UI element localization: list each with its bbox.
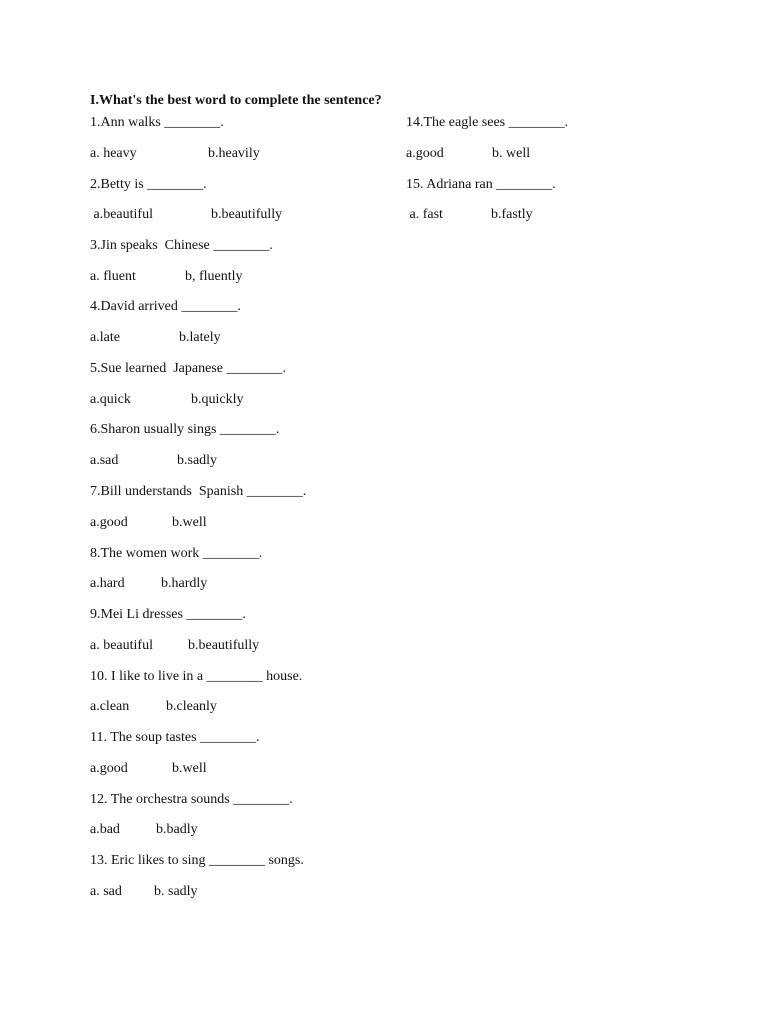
question-7-option-b: b.well — [172, 515, 207, 530]
question-10: 10. I like to live in a ________ house. — [90, 669, 303, 684]
question-14-option-a: a.good — [406, 146, 444, 161]
question-6-option-b: b.sadly — [177, 453, 218, 468]
question-7: 7.Bill understands Spanish ________. — [90, 484, 307, 499]
question-7-option-a: a.good — [90, 515, 128, 530]
question-6-option-a: a.sad — [90, 453, 119, 468]
question-1-option-b: b.heavily — [208, 146, 260, 161]
question-11: 11. The soup tastes ________. — [90, 730, 260, 745]
question-15-option-b: b.fastly — [491, 207, 533, 222]
question-5: 5.Sue learned Japanese ________. — [90, 361, 286, 376]
question-14: 14.The eagle sees ________. — [406, 115, 569, 130]
worksheet-heading: I.What's the best word to complete the sentence? — [90, 93, 382, 108]
question-12-option-b: b.badly — [156, 822, 198, 837]
question-4: 4.David arrived ________. — [90, 299, 241, 314]
question-5-option-a: a.quick — [90, 392, 131, 407]
question-13: 13. Eric likes to sing ________ songs. — [90, 853, 304, 868]
question-9-option-a: a. beautiful — [90, 638, 153, 653]
question-11-option-b: b.well — [172, 761, 207, 776]
question-8: 8.The women work ________. — [90, 546, 263, 561]
question-10-option-b: b.cleanly — [166, 699, 217, 714]
question-8-option-b: b.hardly — [161, 576, 208, 591]
question-10-option-a: a.clean — [90, 699, 130, 714]
question-2-option-a: a.beautiful — [90, 207, 153, 222]
question-5-option-b: b.quickly — [191, 392, 244, 407]
question-9-option-b: b.beautifully — [188, 638, 260, 653]
question-15-option-a: a. fast — [406, 207, 443, 222]
question-8-option-a: a.hard — [90, 576, 125, 591]
question-9: 9.Mei Li dresses ________. — [90, 607, 246, 622]
question-2: 2.Betty is ________. — [90, 177, 207, 192]
question-6: 6.Sharon usually sings ________. — [90, 422, 280, 437]
question-4-option-a: a.late — [90, 330, 120, 345]
question-14-option-b: b. well — [492, 146, 531, 161]
question-13-option-b: b. sadly — [154, 884, 198, 899]
question-12: 12. The orchestra sounds ________. — [90, 792, 293, 807]
question-4-option-b: b.lately — [179, 330, 221, 345]
question-3-option-a: a. fluent — [90, 269, 136, 284]
question-11-option-a: a.good — [90, 761, 128, 776]
question-15: 15. Adriana ran ________. — [406, 177, 556, 192]
question-2-option-b: b.beautifully — [211, 207, 283, 222]
question-13-option-a: a. sad — [90, 884, 122, 899]
question-3: 3.Jin speaks Chinese ________. — [90, 238, 273, 253]
question-12-option-a: a.bad — [90, 822, 120, 837]
question-1: 1.Ann walks ________. — [90, 115, 224, 130]
question-3-option-b: b, fluently — [185, 269, 243, 284]
question-1-option-a: a. heavy — [90, 146, 137, 161]
